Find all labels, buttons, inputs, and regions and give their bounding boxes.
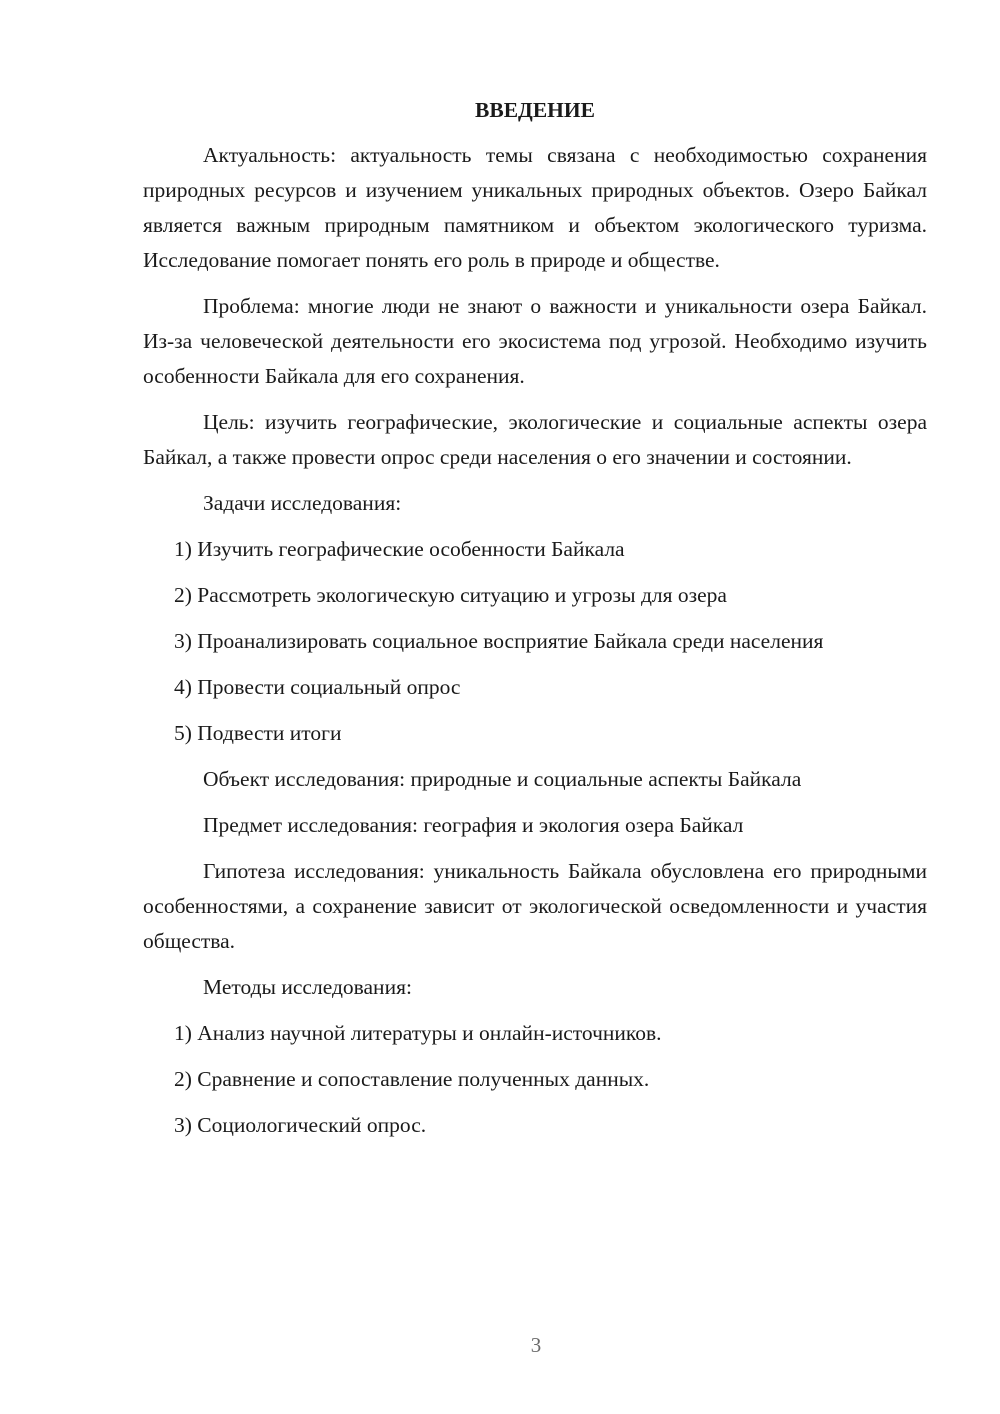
method-item-3: 3) Социологический опрос. [174,1113,427,1137]
subject-line: Предмет исследования: география и экология озера Байкал [203,813,744,837]
problem-paragraph: Проблема: многие люди не знают о важности и уникальности озера Байкал. Из-за человеческой деятельности его экосистема под угрозой. Необходимо изучить особенности Байкала для его сохранения. [143,294,927,388]
task-item-5: 5) Подвести итоги [174,721,342,745]
page-title: ВВЕДЕНИЕ [475,98,595,122]
page-number: 3 [530,1333,542,1357]
page-content [143,93,927,1154]
method-item-2: 2) Сравнение и сопоставление полученных данных. [174,1067,650,1091]
methods-heading: Методы исследования: [203,975,412,999]
task-item-3: 3) Проанализировать социальное восприятие Байкала среди населения [174,629,824,653]
object-line: Объект исследования: природные и социальные аспекты Байкала [203,767,802,791]
method-item-1: 1) Анализ научной литературы и онлайн-источников. [174,1021,662,1045]
task-item-1: 1) Изучить географические особенности Байкала [174,537,625,561]
tasks-heading: Задачи исследования: [203,491,402,515]
hypothesis-paragraph: Гипотеза исследования: уникальность Байкала обусловлена его природными особенностями, а сохранение зависит от экологической осведомленности и участия общества. [143,859,927,953]
goal-paragraph: Цель: изучить географические, экологические и социальные аспекты озера Байкал, а также провести опрос среди населения о его значении и состоянии. [143,410,927,469]
relevance-paragraph: Актуальность: актуальность темы связана с необходимостью сохранения природных ресурсов и изучением уникальных природных объектов. Озеро Байкал является важным природным памятником и объектом экологического туризма. Исследование помогает понять его роль в природе и обществе. [143,143,927,272]
task-item-4: 4) Провести социальный опрос [174,675,461,699]
task-item-2: 2) Рассмотреть экологическую ситуацию и угрозы для озера [174,583,727,607]
